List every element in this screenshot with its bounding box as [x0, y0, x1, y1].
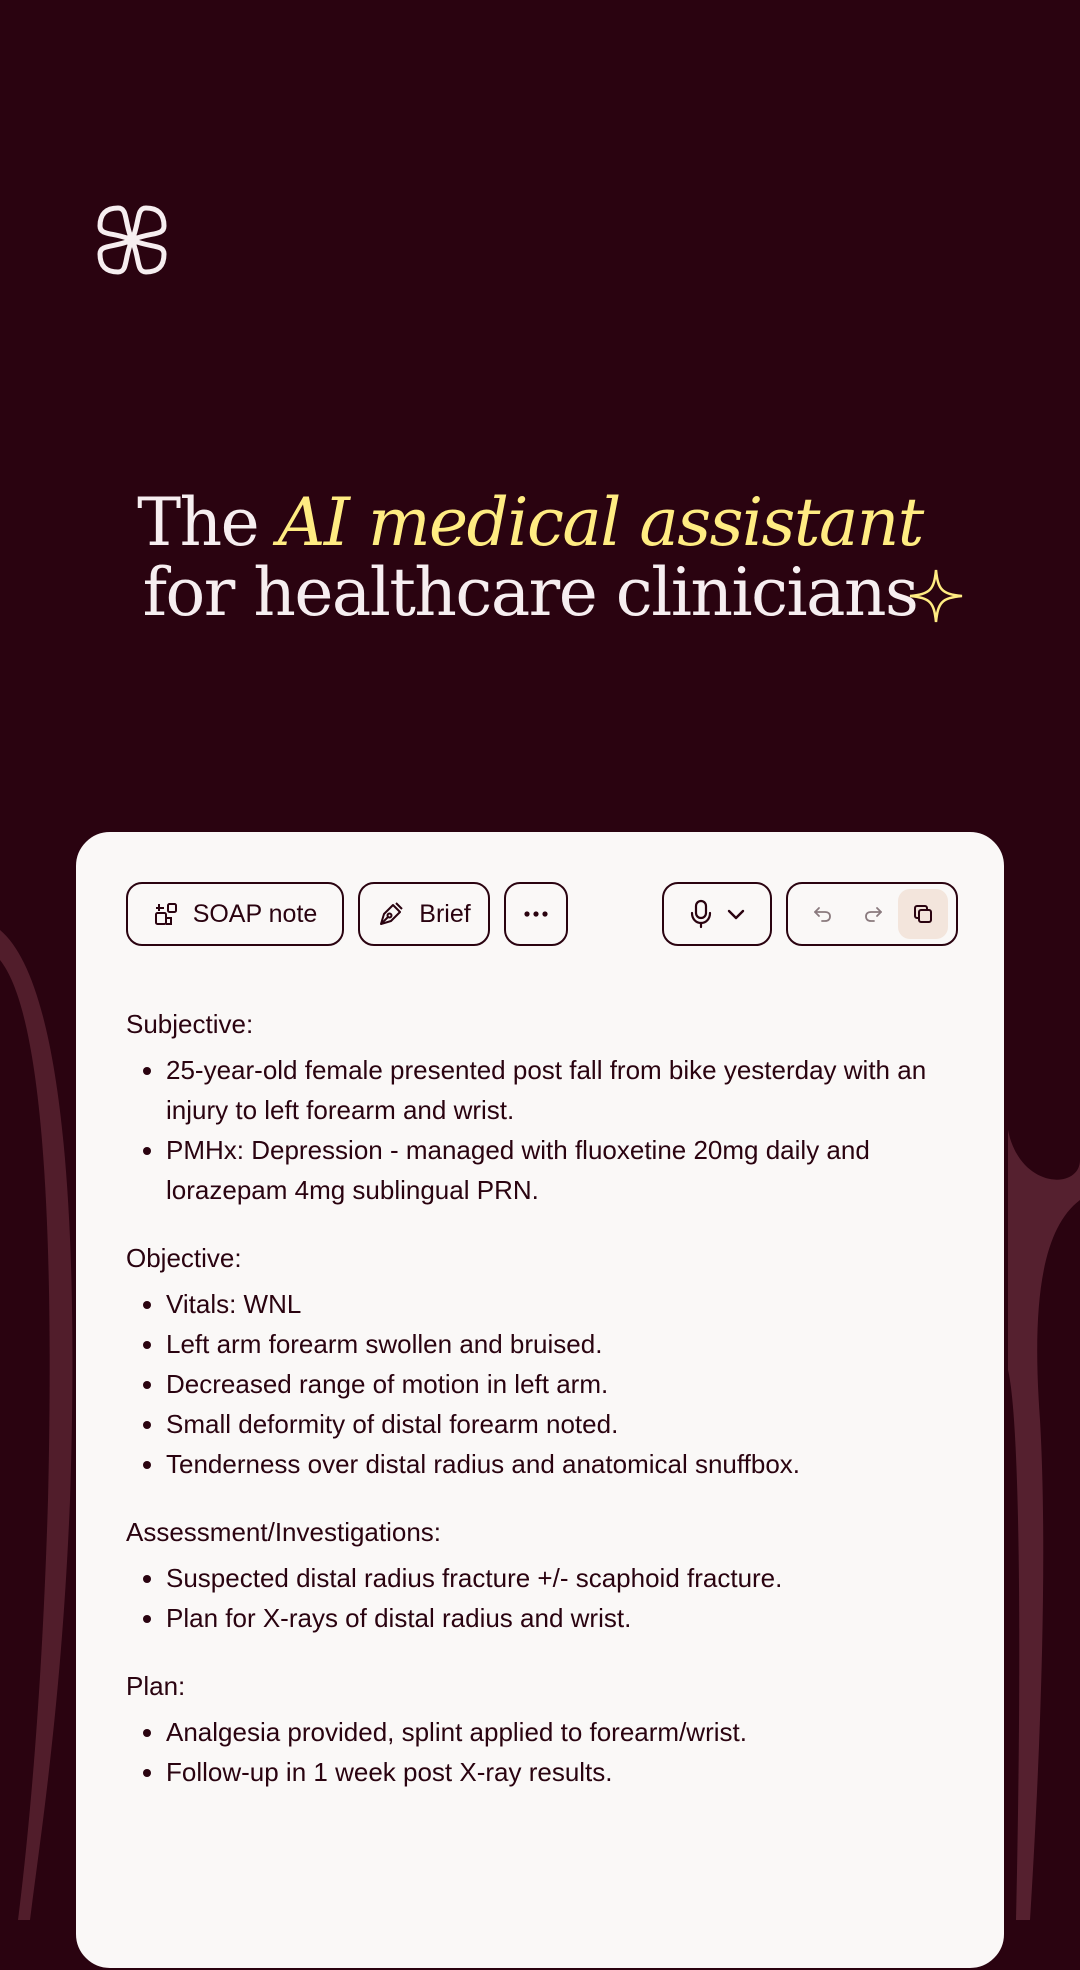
section-title: Subjective: [126, 1009, 254, 1039]
headline-line-1 [0, 484, 1060, 561]
note-card [74, 830, 1006, 1970]
template-label: SOAP note [192, 899, 318, 928]
section-title: Plan: [126, 1671, 186, 1701]
note-toolbar [126, 882, 954, 946]
microphone-icon [689, 899, 713, 929]
list-item: • Decreased range of motion in left arm. [166, 1364, 964, 1404]
style-button[interactable] [358, 882, 490, 946]
list-item: • Left arm forearm swollen and bruised. [166, 1324, 964, 1364]
copy-icon [912, 903, 934, 925]
history-controls [786, 882, 958, 946]
section-list [126, 1050, 964, 1210]
list-item: • Follow-up in 1 week post X-ray results. [166, 1752, 964, 1792]
undo-button[interactable] [798, 889, 848, 939]
undo-icon [813, 904, 833, 924]
chevron-down-icon[interactable] [727, 908, 745, 920]
list-item: • Vitals: WNL [166, 1284, 964, 1324]
list-item: • PMHx: Depression - managed with fluoxetine 20mg daily and lorazepam 4mg sublingual PRN. [166, 1130, 964, 1210]
headline-prefix: The [137, 484, 278, 561]
list-item: • Analgesia provided, splint applied to forearm/wrist. [166, 1712, 964, 1752]
hero-headline [0, 484, 1060, 631]
logo-icon [94, 202, 170, 278]
redo-button[interactable] [848, 889, 898, 939]
sparkle-icon [908, 568, 964, 624]
note-section-plan [126, 1666, 964, 1792]
template-icon [153, 901, 179, 927]
headline-accent: AI medical assistant [277, 484, 923, 561]
section-list [126, 1712, 964, 1792]
list-item: • Tenderness over distal radius and anatomical snuffbox. [166, 1444, 964, 1484]
list-item: • Small deformity of distal forearm noted. [166, 1404, 964, 1444]
list-item: • Suspected distal radius fracture +/- scaphoid fracture. [166, 1558, 964, 1598]
soap-note-content[interactable] [126, 1004, 964, 1820]
list-item: • 25-year-old female presented post fall from bike yesterday with an injury to left forearm and wrist. [166, 1050, 964, 1130]
note-section-objective [126, 1238, 964, 1484]
note-section-assessment [126, 1512, 964, 1638]
copy-button[interactable] [898, 889, 948, 939]
section-list [126, 1558, 964, 1638]
list-item: • Plan for X-rays of distal radius and wrist. [166, 1598, 964, 1638]
more-button[interactable] [504, 882, 568, 946]
headline-line-2: for healthcare clinicians [142, 554, 918, 631]
note-section-subjective [126, 1004, 964, 1210]
pen-icon [377, 900, 405, 928]
template-button[interactable] [126, 882, 344, 946]
section-title: Objective: [126, 1243, 242, 1273]
section-list [126, 1284, 964, 1484]
redo-icon [863, 904, 883, 924]
more-icon [523, 910, 549, 918]
style-label: Brief [419, 899, 471, 928]
section-title: Assessment/Investigations: [126, 1517, 442, 1547]
microphone-button[interactable] [662, 882, 772, 946]
